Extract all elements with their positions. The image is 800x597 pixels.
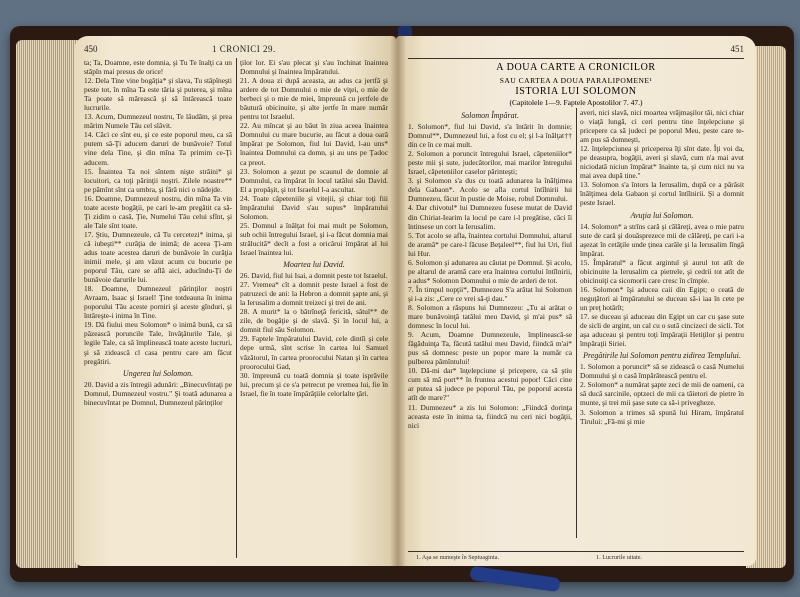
verse: 14. Solomon* a strîns cară şi călăreţi, avea o mie patru sute de cară şi douăsprezece mii de călăreţi, pe cari i-a aşezat în cetăţile unde ţinea carăle şi la Ierusalim lîngă împărat.: [580, 221, 744, 258]
verse: 22. Au mîncat şi au băut în ziua aceea înaintea Domnului cu mare bucurie, au făcut a doua oară împărat pe Solomon, fiul lui David, l-au uns* înaintea Domnului ca domn, şi au uns pe Ţadoc ca preot.: [240, 121, 388, 167]
verse: 2. Solomon a poruncit întregului Israel, căpeteniilor* peste mii şi sute, judecătorilor, mai marilor întregului Israel, căpeteniilor caselor părinteşti;: [408, 149, 572, 177]
verse: 2. Solomon* a numărat şapte zeci de mii de oameni, ca să ducă sarcinile, optzeci de mii ca tăietori de pietre în munte, şi trei mii şase sute ca să-i privegheze.: [580, 380, 744, 408]
verse: ţilor lor. Ei s'au plecat şi s'au închinat înaintea Domnului şi înaintea împăratului.: [240, 58, 388, 77]
section-heading: Avuţia lui Solomon.: [630, 210, 694, 220]
verse: 12. înţelepciunea şi priceperea îţi sînt date. Îţi voi da, pe deasupra, bogăţii, averi şi slavă, cum n'a mai avut niciodată niciun împărat* înainte ta, şi cum nici nu va mai avea după tine.": [580, 144, 744, 181]
verse: 21. A doua zi după aceasta, au adus ca jertfă şi ardere de tot Domnului o mie de viţei, o mie de berbeci şi o mie de miei, împreună cu jertfele de băutură obicinuite, şi alte jertfe în mare număr pentru tot Israelul.: [240, 76, 388, 122]
left-column-1: [84, 58, 232, 407]
verse: 13. Solomon s'a întors la Ierusalim, după ce a părăsit înălţimea dela Gabaon şi cortul întîlnirii. Şi a domnit peste Israel.: [580, 180, 744, 208]
left-running-title: 1 CRONICI 29.: [212, 44, 276, 54]
section-heading: Ungerea lui Solomon.: [122, 368, 194, 378]
section-heading: Solomon Împărat.: [461, 111, 519, 120]
right-column-2: [580, 108, 744, 426]
verse: 30. împreună cu toată domnia şi toate isprăvile lui, precum şi ce s'a petrecut pe vremea lui, fie în Israel, fie în toate împărăţiile celorlalte ţări.: [240, 370, 388, 398]
verse: 1. Solomon a poruncit* să se zidească o casă Numelui Domnului şi o casă împărătească pentru el.: [580, 362, 744, 381]
verse: 1. Solomon*, fiul lui David, s'a întărit în domnie; Domnul**, Dumnezeul lui, a fost cu el; şi l-a înălţat†† din ce în ce mai mult.: [408, 122, 572, 150]
verse: 26. David, fiul lui Isai, a domnit peste tot Israelul.: [240, 271, 388, 281]
verse: 17. se duceau şi aduceau din Egipt un car cu şase sute de sicli de argint, un cal cu o sută cincizeci de sicli. Tot aşa aduceau şi pentru toţi împăraţii Hetiţilor şi pentru împăraţii Siriei.: [580, 312, 744, 349]
verse: 8. Solomon a răspuns lui Dumnezeu: „Tu ai arătat o mare bunăvoinţă tatălui meu David, şi m'ai pus* să domnesc în locul lui.: [408, 302, 572, 331]
verse: 3. Solomon a trimes să spună lui Hiram, împăratul Tirului: „Fă-mi şi mie: [580, 407, 744, 426]
book-title: A DOUA CARTE A CRONICILOR: [496, 62, 656, 73]
verse: 18. Doamne, Dumnezeul părinţilor noştri Avraam, Isaac şi Israel! Ţine totdeauna în inima poporului Tău aceste porniri şi aceste gînduri, şi întăreşte-i inima în Tine.: [84, 284, 232, 321]
book-subtitle: SAU CARTEA A DOUA PARALIPOMENE¹: [499, 76, 653, 85]
verse: 19. Dă fiului meu Solomon* o inimă bună, ca să păzească poruncile Tale, învăţăturile Tale, şi legile Tale, ca să împlinească toate aceste lucruri, şi să zidească cl casa pentru care am făcut pregătiri.: [84, 320, 232, 366]
verse: 25. Domnul a înălţat foi mai mult pe Solomon, sub ochii întregului Israel, şi i-a făcut domnia mai strălucită* decît a fost a oricărui împărat al lui Israel înaintea lui.: [240, 220, 388, 257]
left-page: [74, 36, 396, 566]
book-gutter: [390, 36, 406, 566]
footnote: 1. Aşa se numeşte în Septuaginta.: [416, 554, 500, 561]
footnote: 1. Lucrurile uitate.: [596, 554, 643, 561]
verse: 14. Căci ce sînt eu, şi ce este poporul meu, ca să putem să-Ţi aducem daruri de bunăvoie? Totul vine dela Tine, şi din mîna Ta primim ce-Ţi aducem.: [84, 130, 232, 167]
verse: 15. Împăratul* a făcut argintul şi aurul tot atît de obicinuite la Ierusalim ca pietrele, şi cedrii tot atît de obicinuiţi ca sicomorii care cresc în cîmpie.: [580, 257, 744, 285]
header-rule: [408, 58, 744, 59]
column-divider: [236, 58, 237, 558]
verse: averi, nici slavă, nici moartea vrăjmaşilor tăi, nici chiar o viaţă lungă, ci ceri pentru tine înţelepciune şi pricepere ca să judeci pe poporul Meu, peste care te-am pus să domneşti,: [580, 108, 744, 145]
part-title: ISTORIA LUI SOLOMON: [515, 86, 637, 97]
verse: 7. În timpul nopţii*, Dumnezeu S'a arătat lui Solomon şi i-a zis: „Cere ce vrei să-ţi dau.": [408, 284, 572, 303]
verse: 6. Solomon şi adunarea au căutat pe Domnul. Şi acolo, pe altarul de aramă care era înaintea cortului întîlnirii, a adus* Solomon Domnului o mie de arderi de tot.: [408, 257, 572, 285]
right-column-1: [408, 108, 572, 430]
chapter-range: (Capitolele 1—9. Faptele Apostolilor 7. 47.): [509, 98, 643, 107]
section-heading: Pregătirile lui Solomon pentru zidirea Templului.: [583, 351, 741, 361]
verse: 10. Dă-mi dar* înţelepciune şi pricepere, ca să ştiu cum să mă port** în fruntea acestui popor! Căci cine ar putea să judece pe poporul Tău, pe poporul acesta atît de mare?": [408, 366, 572, 403]
verse: 12. Dela Tine vine bogăţia* şi slava, Tu stăpîneşti peste tot, în mîna Ta este tăria şi puterea, şi mîna Ta poate să mărească şi să întărească toate lucrurile.: [84, 76, 232, 113]
column-divider: [576, 108, 577, 538]
right-page-number: 451: [730, 44, 744, 54]
left-page-number: 450: [84, 44, 98, 54]
section-heading: Moartea lui David.: [283, 260, 345, 270]
verse: 23. Solomon a şezut pe scaunul de domnie al Domnului, ca împărat în locul tatălui său David. El a propăşit, şi tot Israelul l-a ascultat.: [240, 166, 388, 194]
verse: 27. Vremea* cît a domnit peste Israel a fost de patruzeci de ani: la Hebron a domnit şapte ani, şi la Ierusalim a domnit treizeci şi trei de ani.: [240, 280, 388, 308]
verse: 17. Ştiu, Dumnezeule, că Tu cercetezi* inima, şi că iubeşti** curăţia de inimă; de aceea Ţi-am adus toate acestea daruri de bunăvoie în curăţia inimii mele, şi am văzut acum cu bucurie pe poporul Tău, care se află aici, aducîndu-Ţi de bunăvoie darurile lui.: [84, 229, 232, 285]
verse: ta; Ta, Doamne, este domnia, şi Tu Te înalţi ca un stăpîn mai presus de orice!: [84, 58, 232, 77]
verse: 16. Solomon* îşi aducea caii din Egipt; o ceată de neguţători ai împăratului se duceau să-i iaa în cete pe un preţ hotărît;: [580, 284, 744, 312]
page-edges-left: [16, 40, 78, 568]
verse: 3. şi Solomon s'a dus cu toată adunarea la înălţimea dela Gabaon*. Acolo se afla cortul întîlnirii lui Dumnezeu, făcut în pustie de Moise, robul Domnului.: [408, 176, 572, 204]
verse: 20. David a zis întregii adunări: „Binecuvîntaţi pe Domnul, Dumnezeul vostru." Şi toată adunarea a binecuvîntat pe Domnul, Dumnezeul părinţilor: [84, 379, 232, 407]
verse: 5. Tot acolo se afla, înaintea cortului Domnului, altarul de aramă* pe care-l făcuse Beţaleel**, fiul lui Uri, fiul lui Hur.: [408, 230, 572, 258]
verse: 16. Doamne, Dumnezeul nostru, din mîna Ta vin toate aceste bogăţii, pe cari le-am pregătit ca să-Ţi zidim o casă, Ţie, Numelui Tău celui sfînt, şi ale Tale sînt toate.: [84, 193, 232, 230]
left-column-2: [240, 58, 388, 398]
footnote-rule: [408, 551, 744, 552]
verse: 15. Înaintea Ta noi sîntem nişte străini* şi locuitori, ca toţi părinţii noştri. Zilele noastre** pe pămînt sînt ca umbra, şi fără nici o nădejde.: [84, 166, 232, 194]
open-book: [10, 26, 794, 582]
verse: 24. Toate căpeteniile şi vitejii, şi chiar toţi fiii împăratului David s'au supus* împăratului Solomon.: [240, 193, 388, 221]
verse: 4. Dar chivotul* lui Dumnezeu fusese mutat de David din Chiriat-Iearim la locul pe care i-l pregătise, căci îi întinsese un cort la Ierusalim.: [408, 203, 572, 231]
right-page: [396, 36, 756, 566]
verse: 29. Faptele împăratului David, cele dintîi şi cele depe urmă, sînt scrise în cartea lui Samuel văzătorul, în cartea proorocului Natan şi în cartea proorocului Gad,: [240, 334, 388, 371]
verse: 13. Acum, Dumnezeul nostru, Te lăudăm, şi prea mărim Numele Tău cel slăvit.: [84, 112, 232, 131]
verse: 28. A murit* la o bătrîneţă fericită, sătul** de zile, de bogăţie şi de slavă. Şi în locul lui, a domnit fiul său Solomon.: [240, 307, 388, 335]
verse: 11. Dumnezeu* a zis lui Solomon: „Fiindcă dorinţa aceasta este în inima ta, fiindcă nu ceri nici bogăţii, nici: [408, 402, 572, 430]
verse: 9. Acum, Doamne Dumnezeule, împlinească-se făgăduinţa Ta, făcută tatălui meu David, fiindcă m'ai* pus să domnesc peste un popor mare la număr ca pulberea pămîntului!: [408, 330, 572, 367]
